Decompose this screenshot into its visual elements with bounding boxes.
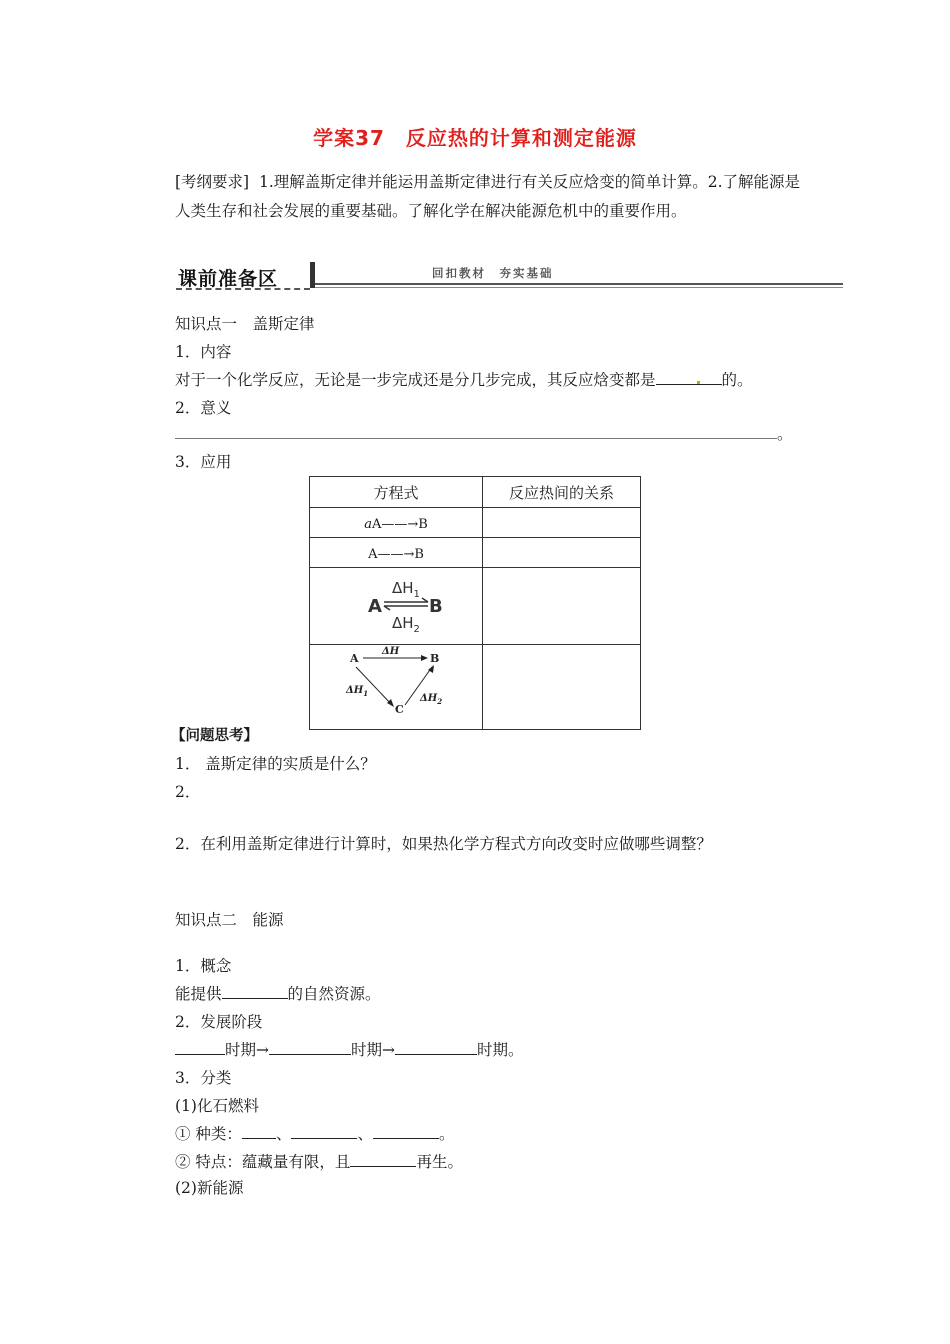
- species-c: C: [395, 703, 404, 716]
- section2-item1-line: [175, 982, 381, 1004]
- kind2-blank: [291, 1124, 357, 1139]
- requirements-label: [考纲要求]: [175, 173, 250, 191]
- section2-item1-label: 1．概念: [175, 957, 232, 975]
- concept-post: 的自然资源。: [287, 985, 381, 1003]
- kind3-blank: [373, 1124, 439, 1139]
- row4-top-border-left: [310, 644, 344, 645]
- section1-item1-line: [175, 368, 753, 390]
- species-a: A: [368, 546, 378, 562]
- thinking-question-1: 1． 盖斯定律的实质是什么？: [175, 755, 376, 773]
- species-b: B: [418, 516, 428, 532]
- hess-law-table: [309, 476, 641, 730]
- meaning-blank: [175, 424, 777, 439]
- delta-h-label: ΔH: [382, 646, 400, 657]
- stage1-blank: [175, 1040, 225, 1055]
- equation-row3: [310, 568, 483, 645]
- features-post: 再生。: [416, 1153, 463, 1171]
- coefficient-a: a: [364, 516, 372, 532]
- section1-item2-line: [175, 422, 793, 444]
- relation-cell-4: [483, 645, 641, 730]
- relation-cell-1: [483, 508, 641, 538]
- row4-top-border-right: [448, 644, 482, 645]
- banner-rule: [315, 283, 843, 285]
- delta-h1-label: $\Delta H_1$: [392, 579, 420, 600]
- concept-blank: [222, 984, 288, 999]
- delta-h1-label: $\Delta H_1$: [346, 685, 369, 698]
- delta-h2-label: $\Delta H_2$: [420, 693, 443, 706]
- section2-item2-label: 2．发展阶段: [175, 1013, 263, 1031]
- stage2-blank: [269, 1040, 351, 1055]
- content-blank: [656, 370, 722, 385]
- features-blank: [350, 1152, 416, 1167]
- thinking-heading: 【问题思考】: [171, 728, 258, 744]
- equation-row4: [310, 645, 483, 730]
- equation-row1: [310, 508, 483, 538]
- fossil-fuel-heading: (1)化石燃料: [175, 1097, 259, 1115]
- thinking-question-2: 2．在利用盖斯定律进行计算时，如果热化学方程式方向改变时应做哪些调整？: [175, 835, 712, 853]
- stage2-suffix: 时期→: [351, 1041, 395, 1059]
- hess-cycle-diagram: [310, 645, 482, 725]
- delta-h2-label: $\Delta H_2$: [392, 614, 420, 635]
- section-banner-title: 课前准备区: [178, 268, 279, 290]
- species-a: A: [350, 652, 359, 665]
- reaction-arrow: ——→: [377, 546, 415, 562]
- species-b: B: [429, 596, 443, 617]
- fuel-features-line: [175, 1150, 463, 1172]
- kind1-blank: [242, 1124, 276, 1139]
- stage3-suffix: 时期。: [477, 1041, 524, 1059]
- banner-rule-thin: [315, 287, 843, 288]
- development-stages-line: [175, 1038, 524, 1060]
- exam-requirements: [175, 168, 815, 226]
- fuel-kinds-line: [175, 1122, 454, 1144]
- a-to-b-arrowhead: [421, 655, 428, 661]
- section2-item3-label: 3．分类: [175, 1069, 232, 1087]
- kinds-pre: ① 种类：: [175, 1125, 242, 1143]
- stage3-blank: [395, 1040, 477, 1055]
- content-text: 对于一个化学反应，无论是一步完成还是分几步完成，其反应焓变都是: [175, 371, 656, 389]
- kinds-end: 。: [438, 1125, 455, 1143]
- blank-dot: [697, 381, 700, 384]
- relation-cell-3: [483, 568, 641, 645]
- section1-item1-label: 1．内容: [175, 343, 232, 361]
- species-a: A: [368, 596, 382, 617]
- section1-item2-label: 2．意义: [175, 399, 232, 417]
- table-header-relation: 反应热间的关系: [483, 477, 641, 508]
- species-a: A: [371, 516, 382, 532]
- table-header-equation: 方程式: [310, 477, 483, 508]
- page-title: 学案37 反应热的计算和测定能源: [313, 126, 637, 150]
- kinds-sep-2: 、: [357, 1125, 373, 1143]
- species-b: B: [414, 546, 424, 562]
- concept-pre: 能提供: [175, 985, 222, 1003]
- meaning-end: 。: [777, 425, 793, 443]
- kinds-sep-1: 、: [275, 1125, 292, 1143]
- requirements-text: 1.理解盖斯定律并能运用盖斯定律进行有关反应焓变的简单计算。2.了解能源是人类生存和社会发展的重要基础。了解化学在解决能源危机中的重要作用。: [175, 173, 801, 220]
- banner-dashed-underline: [176, 288, 310, 290]
- new-energy-heading: (2)新能源: [175, 1179, 244, 1197]
- section2-heading: 知识点二 能源: [175, 911, 284, 929]
- species-b: B: [430, 652, 440, 665]
- section1-heading: 知识点一 盖斯定律: [175, 315, 315, 333]
- thinking-question-1-answer: 2．: [175, 783, 201, 801]
- equation-row2: [310, 538, 483, 568]
- reversible-reaction-diagram: [310, 568, 482, 640]
- section-banner-subtitle: 回扣教材 夯实基础: [432, 266, 554, 280]
- section1-item3-label: 3．应用: [175, 453, 232, 471]
- features-pre: ② 特点：蕴藏量有限，且: [175, 1153, 351, 1171]
- content-end: 的。: [721, 371, 753, 389]
- reaction-arrow: ——→: [381, 516, 419, 532]
- relation-cell-2: [483, 538, 641, 568]
- stage1-suffix: 时期→: [225, 1041, 269, 1059]
